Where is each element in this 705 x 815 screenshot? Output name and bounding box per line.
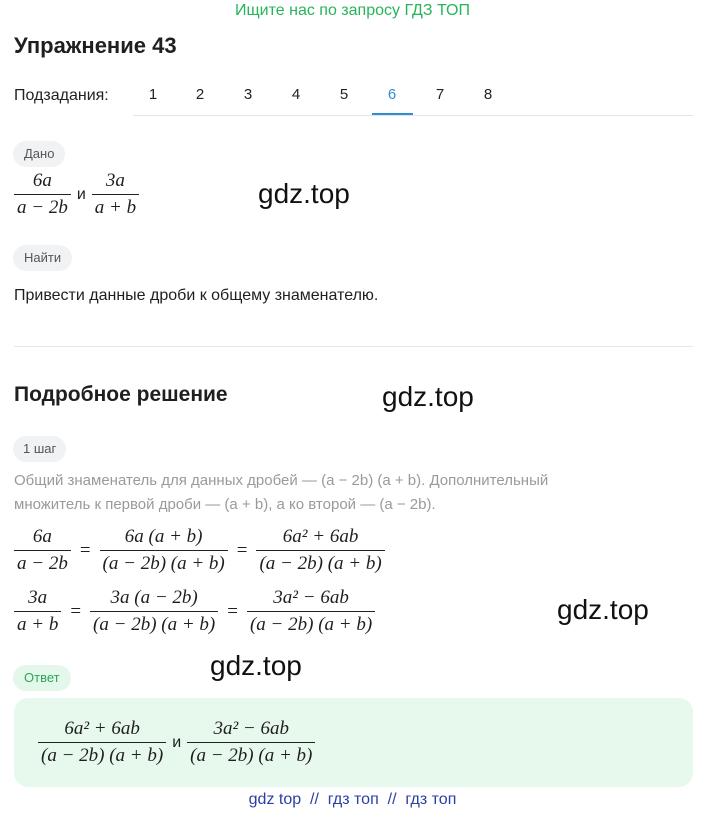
footer-text: gdz top // гдз топ // гдз топ <box>248 791 457 808</box>
fraction-denominator: a − 2b <box>14 550 71 575</box>
watermark: gdz.top <box>210 650 302 681</box>
tab-subtask-3[interactable]: 3 <box>243 86 253 103</box>
tab-subtask-1[interactable]: 1 <box>148 86 158 103</box>
fraction-denominator: a − 2b <box>14 194 71 219</box>
answer-expression <box>38 718 315 767</box>
find-pill: Найти <box>13 245 72 271</box>
given-fraction-2 <box>92 170 139 219</box>
step-pill: 1 шаг <box>13 436 66 462</box>
eq2-fraction-1 <box>14 587 61 636</box>
tab-subtask-7[interactable]: 7 <box>435 86 445 103</box>
answer-fraction-1 <box>38 718 166 767</box>
tab-subtask-4[interactable]: 4 <box>291 86 301 103</box>
fraction-numerator: 3a <box>105 170 125 191</box>
tab-subtask-5[interactable]: 5 <box>339 86 349 103</box>
watermark: gdz.top <box>382 381 474 412</box>
answer-fraction-2 <box>187 718 315 767</box>
eq2-fraction-2 <box>90 587 218 636</box>
watermark: gdz.top <box>258 178 350 209</box>
tab-subtask-6[interactable]: 6 <box>387 86 397 103</box>
given-expression <box>14 170 139 219</box>
given-pill: Дано <box>13 141 65 167</box>
fraction-numerator: 6a (a + b) <box>124 526 203 547</box>
fraction-numerator: 6a <box>32 170 52 191</box>
tab-subtask-8[interactable]: 8 <box>483 86 493 103</box>
fraction-denominator: (a − 2b) (a + b) <box>100 550 228 575</box>
fraction-numerator: 3a² − 6ab <box>213 718 289 739</box>
conjunction: и <box>76 185 86 203</box>
promo-banner: Ищите нас по запросу ГДЗ ТОП <box>235 2 470 19</box>
subtasks-label: Подзадания: <box>14 87 109 104</box>
step-text-line-1: Общий знаменатель для данных дробей — (a − 2b) (a + b). Дополнительный <box>14 472 549 489</box>
equals-sign: = <box>236 539 248 561</box>
equals-sign: = <box>79 539 91 561</box>
page-title: Упражнение 43 <box>14 33 177 58</box>
fraction-denominator: (a − 2b) (a + b) <box>256 550 384 575</box>
fraction-denominator: a + b <box>92 194 139 219</box>
given-fraction-1 <box>14 170 71 219</box>
equals-sign: = <box>227 600 238 622</box>
fraction-denominator: (a − 2b) (a + b) <box>247 611 375 636</box>
fraction-numerator: 6a² + 6ab <box>64 718 140 739</box>
tab-subtask-2[interactable]: 2 <box>195 86 205 103</box>
fraction-numerator: 6a² + 6ab <box>282 526 359 547</box>
eq1-fraction-3 <box>256 526 384 575</box>
equation-1 <box>14 526 385 575</box>
eq1-fraction-1 <box>14 526 71 575</box>
section-divider <box>14 346 693 347</box>
fraction-denominator: a + b <box>14 611 61 636</box>
equation-2 <box>14 587 375 636</box>
find-text: Привести данные дроби к общему знаменателю. <box>14 287 379 304</box>
step-text-line-2: множитель к первой дроби — (a + b), а ко второй — (a − 2b). <box>14 496 436 513</box>
eq1-fraction-2 <box>100 526 228 575</box>
fraction-denominator: (a − 2b) (a + b) <box>38 742 166 767</box>
fraction-numerator: 3a <box>28 587 48 608</box>
eq2-fraction-3 <box>247 587 375 636</box>
equals-sign: = <box>70 600 82 622</box>
fraction-denominator: (a − 2b) (a + b) <box>90 611 218 636</box>
conjunction: и <box>172 733 182 751</box>
fraction-numerator: 6a <box>32 526 52 547</box>
subtasks-divider <box>133 115 693 116</box>
active-tab-underline <box>372 113 413 115</box>
solution-title: Подробное решение <box>14 383 228 406</box>
answer-pill: Ответ <box>13 665 71 691</box>
watermark: gdz.top <box>557 594 649 625</box>
fraction-numerator: 3a (a − 2b) <box>110 587 198 608</box>
fraction-denominator: (a − 2b) (a + b) <box>187 742 315 767</box>
fraction-numerator: 3a² − 6ab <box>273 587 349 608</box>
